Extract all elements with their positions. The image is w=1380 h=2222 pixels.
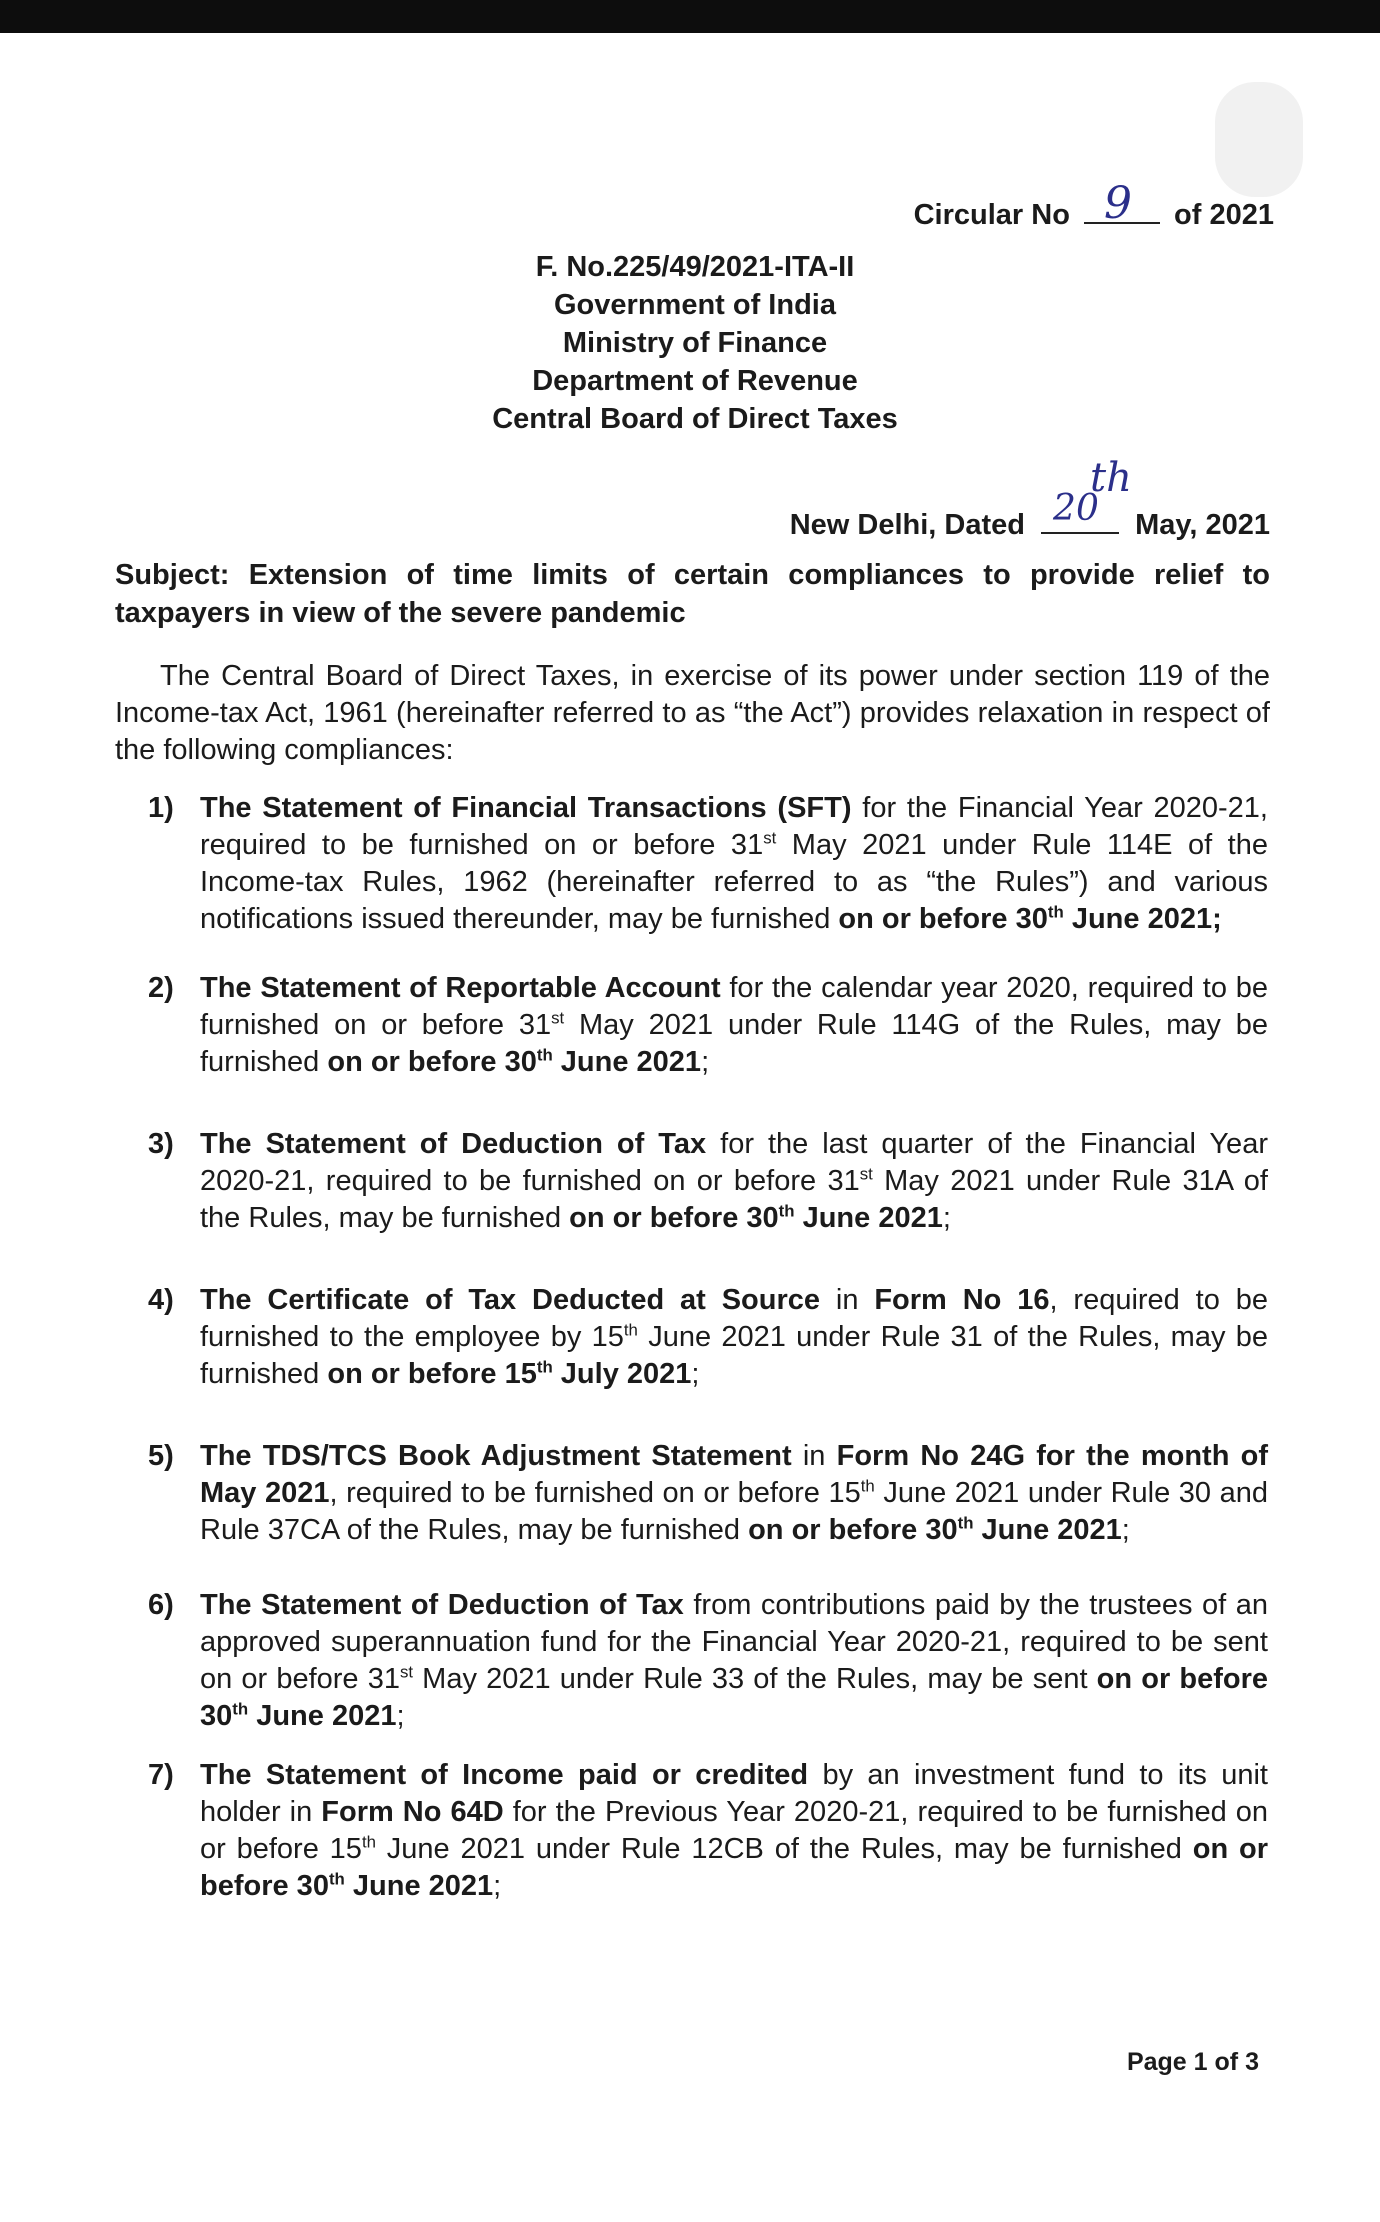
item-text-segment: on or before 30	[748, 1514, 958, 1546]
item-text-segment: st	[859, 1164, 873, 1184]
item-text-segment: for the Previous Year 2020-21, required to be furnished on or before 15	[200, 1796, 1268, 1865]
item-text-segment: June 2021	[973, 1514, 1122, 1546]
item-text-segment: in	[820, 1284, 875, 1316]
item-text-segment: th	[623, 1320, 638, 1340]
item-text-segment: on or before 30	[569, 1202, 779, 1234]
item-text-segment: June 2021;	[1063, 903, 1222, 935]
item-text-segment: The Statement of Income paid or credited	[200, 1759, 809, 1791]
item-text-segment: on or before 15	[327, 1358, 537, 1390]
date-day-blank	[1041, 488, 1119, 534]
item-text-segment: on or before 30	[200, 1663, 1268, 1732]
item-text-segment: ;	[701, 1046, 710, 1078]
item-text-segment: Form No 16	[874, 1284, 1050, 1316]
item-text-segment: for the last quarter of the Financial Year 2020-21, required to be furnished on or before 31	[200, 1128, 1268, 1197]
item-text-segment: st	[763, 828, 777, 848]
item-number: 6)	[148, 1589, 174, 1621]
item-text-segment: Form No 24G for the month of May 2021	[200, 1440, 1269, 1509]
item-text-segment: The Statement of Deduction of Tax	[200, 1589, 684, 1621]
item-text-segment: May 2021 under Rule 114G of the Rules, may be furnished	[200, 1009, 1269, 1078]
item-text-segment: ;	[1121, 1514, 1130, 1546]
item-text-segment: , required to be furnished on or before 15	[329, 1477, 861, 1509]
item-text-segment: by an investment fund to its unit holder in	[200, 1759, 1268, 1828]
item-number: 1)	[148, 792, 174, 824]
item-text-segment: th	[957, 1513, 974, 1533]
circular-number-handwritten: 9	[1103, 178, 1132, 229]
circular-number-line	[913, 178, 1274, 232]
item-text-segment: ;	[942, 1202, 951, 1234]
item-text-segment: th	[1047, 902, 1064, 922]
item-text-segment: , required to be furnished to the employee by 15	[200, 1284, 1268, 1353]
page-footer	[1127, 2048, 1259, 2077]
item-text-segment: May 2021 under Rule 31A of the Rules, may be furnished	[200, 1165, 1268, 1234]
item-text-segment: ;	[396, 1700, 405, 1732]
item-text-segment: May 2021 under Rule 114E of the Income-tax Rules, 1962 (hereinafter referred to as “the Rules”) and various notifications issued thereunder, may be furnished	[200, 829, 1268, 935]
item-text-segment: The Statement of Deduction of Tax	[200, 1128, 707, 1160]
item-text-segment: ;	[493, 1870, 502, 1902]
item-text-segment: The TDS/TCS Book Adjustment Statement	[200, 1440, 792, 1472]
item-number: 2)	[148, 972, 174, 1004]
item-text-segment: Form No 64D	[321, 1796, 504, 1828]
item-text-segment: th	[361, 1832, 376, 1852]
item-number: 3)	[148, 1128, 174, 1160]
item-text-segment: May 2021 under Rule 33 of the Rules, may be sent	[413, 1663, 1097, 1695]
page-total: 3	[1245, 2048, 1259, 2076]
item-number: 5)	[148, 1440, 174, 1472]
department-line: Department of Revenue	[532, 365, 858, 397]
date-day-suffix-handwritten: th	[1090, 455, 1132, 501]
page-current: 1	[1193, 2048, 1208, 2076]
compliance-item-2	[148, 970, 1268, 1081]
item-text-segment: ;	[691, 1358, 700, 1390]
board-line: Central Board of Direct Taxes	[492, 403, 898, 435]
item-text-segment: June 2021 under Rule 30 and Rule 37CA of the Rules, may be furnished	[200, 1477, 1268, 1546]
item-text-segment: st	[399, 1662, 414, 1682]
circular-number-blank	[1084, 178, 1160, 229]
item-text-segment: th	[328, 1869, 345, 1889]
intro-paragraph: The Central Board of Direct Taxes, in exercise of its power under section 119 of the Income-tax Act, 1961 (hereinafter referred to as “the Act”) provides relaxation in respect of the following compliances:	[115, 660, 1270, 766]
compliance-item-6	[148, 1587, 1268, 1735]
subject-heading: Subject: Extension of time limits of certain compliances to provide relief to taxpayers in view of the severe pandemic	[115, 559, 1270, 629]
compliance-item-7	[148, 1757, 1268, 1905]
item-text-segment: on or before 30	[327, 1046, 537, 1078]
date-prefix: New Delhi, Dated	[789, 509, 1025, 541]
date-line	[789, 488, 1270, 542]
item-text-segment: for the Financial Year 2020-21, required to be furnished on or before 31	[200, 792, 1268, 861]
item-text-segment: on or before 30	[200, 1833, 1268, 1902]
item-text-segment: June 2021 under Rule 31 of the Rules, may be furnished	[200, 1321, 1268, 1390]
item-text-segment: th	[232, 1699, 249, 1719]
compliance-item-3	[148, 1126, 1268, 1237]
item-text-segment: June 2021	[344, 1870, 494, 1902]
item-text-segment: th	[860, 1476, 875, 1496]
item-text-segment: in	[791, 1440, 837, 1472]
compliance-list	[148, 790, 1268, 1905]
file-number: F. No.225/49/2021-ITA-II	[535, 251, 855, 283]
page-word: Page	[1126, 2048, 1187, 2076]
item-text-segment: June 2021	[794, 1202, 943, 1234]
compliance-item-1	[148, 790, 1268, 938]
government-line: Government of India	[554, 289, 836, 321]
item-text-segment: th	[536, 1045, 553, 1065]
item-text-segment: June 2021	[552, 1046, 702, 1078]
page-of-word: of	[1214, 2048, 1239, 2076]
compliance-item-5	[148, 1438, 1268, 1549]
item-number: 4)	[148, 1284, 174, 1316]
item-text-segment: June 2021 under Rule 12CB of the Rules, may be furnished	[375, 1833, 1193, 1865]
item-text-segment: July 2021	[552, 1358, 692, 1390]
item-text-segment: from contributions paid by the trustees of an approved superannuation fund for the Financial Year 2020-21, required to be sent on or before 31	[200, 1589, 1268, 1695]
item-text-segment: The Statement of Reportable Account	[200, 972, 721, 1004]
item-text-segment: for the calendar year 2020, required to be furnished on or before 31	[200, 972, 1268, 1041]
date-day-handwritten: 20	[1053, 488, 1099, 529]
item-number: 7)	[148, 1759, 174, 1791]
item-text-segment: st	[551, 1008, 565, 1028]
date-suffix: May, 2021	[1135, 509, 1270, 541]
item-text-segment: th	[536, 1357, 553, 1377]
item-text-segment: The Statement of Financial Transactions (SFT)	[200, 792, 852, 824]
item-text-segment: June 2021	[248, 1700, 397, 1732]
ministry-line: Ministry of Finance	[562, 327, 828, 359]
item-text-segment: th	[778, 1201, 795, 1221]
item-text-segment: The Certificate of Tax Deducted at Source	[200, 1284, 821, 1316]
circular-label: Circular No	[913, 199, 1070, 231]
item-text-segment: on or before 30	[838, 903, 1048, 935]
compliance-item-4	[148, 1282, 1268, 1393]
issuing-authority-header	[455, 248, 935, 438]
circular-year: of 2021	[1174, 199, 1274, 231]
